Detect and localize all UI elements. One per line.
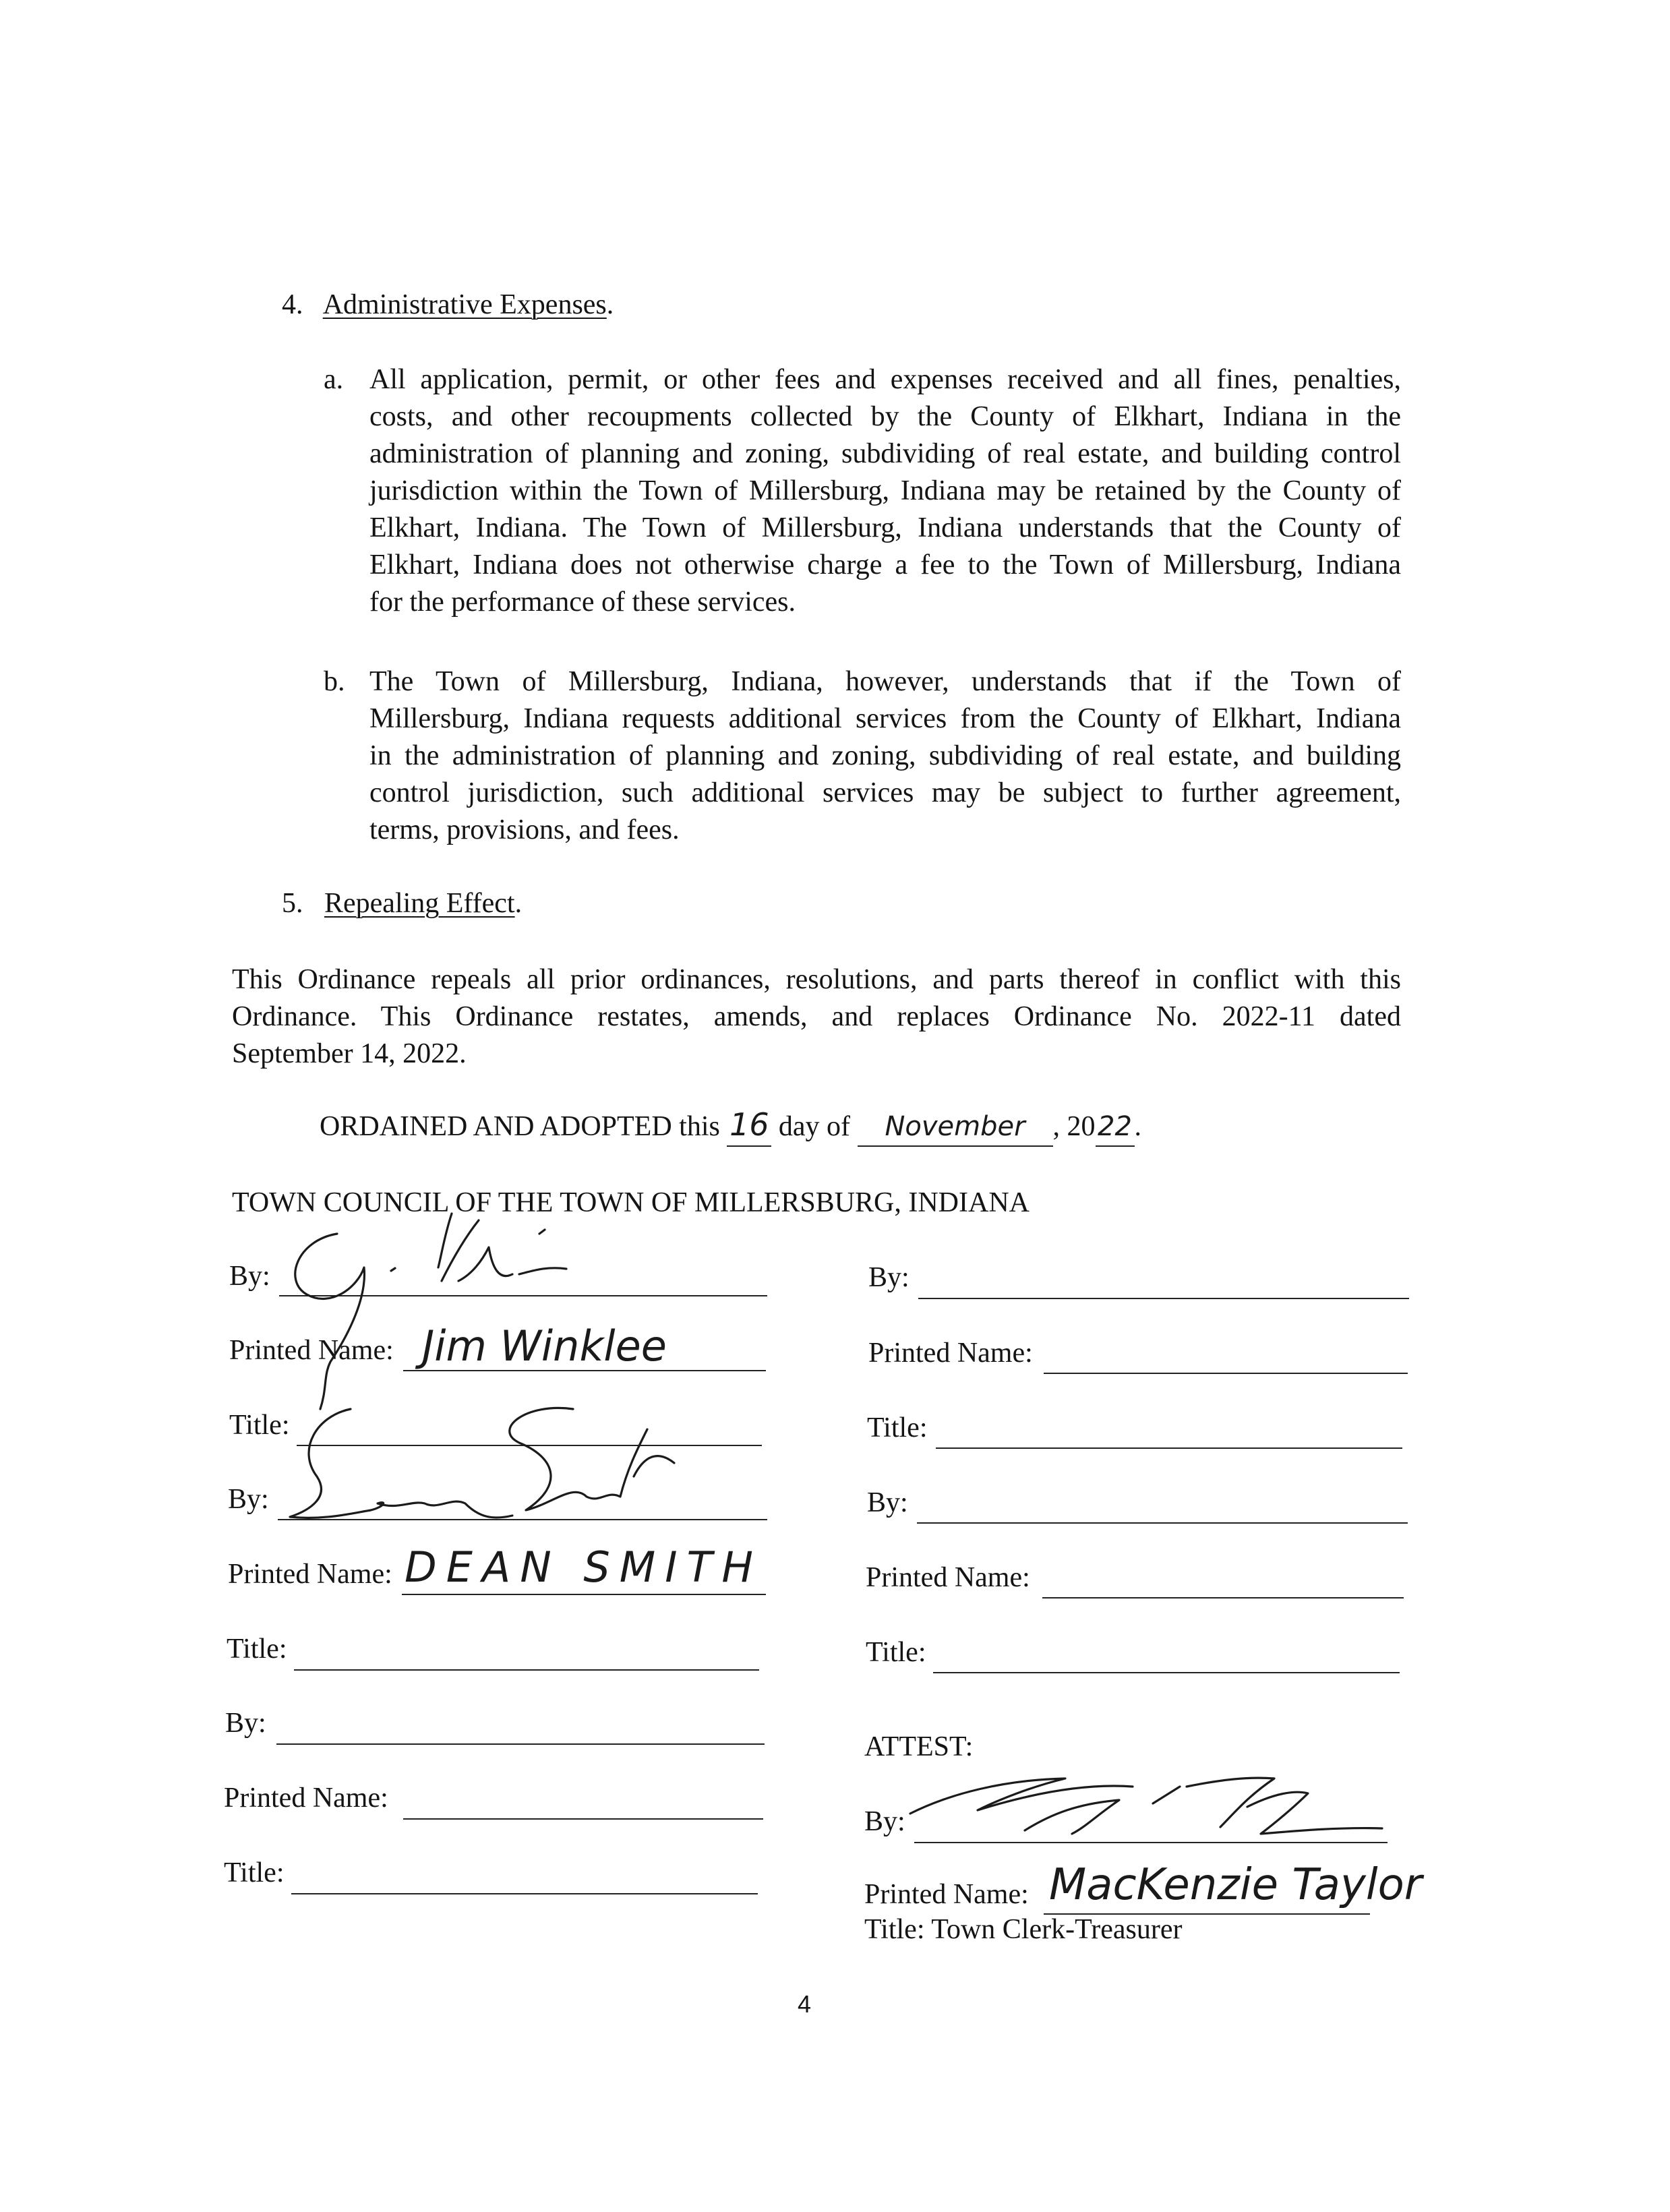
left1-printed-name-label: Printed Name: — [229, 1335, 394, 1366]
adoption-prefix: ORDAINED AND ADOPTED this — [320, 1111, 720, 1142]
section-5-line: This Ordinance repeals all prior ordinances, resolutions, and parts thereof in conflict with this — [232, 964, 1401, 995]
item-a-line: jurisdiction within the Town of Millersburg, Indiana may be retained by the County of — [369, 475, 1401, 506]
section-5-title: Repealing Effect — [324, 888, 515, 919]
council-header: TOWN COUNCIL OF THE TOWN OF MILLERSBURG, INDIANA — [232, 1187, 1030, 1218]
item-a-paragraph — [369, 361, 1401, 621]
right1-title-label: Title: — [867, 1412, 928, 1443]
item-b-marker: b. — [324, 666, 345, 697]
adoption-day-handwritten: 16 — [729, 1106, 769, 1143]
right1-by-label: By: — [868, 1262, 909, 1293]
left2-title-line — [294, 1669, 759, 1671]
left1-title-label: Title: — [229, 1410, 290, 1441]
item-b-line: terms, provisions, and fees. — [369, 814, 680, 845]
item-b-line: control jurisdiction, such additional services may be subject to further agreement, — [369, 777, 1401, 808]
signature-attest — [897, 1766, 1409, 1854]
signature-dean-smith — [270, 1402, 701, 1544]
section-5-line: Ordinance. This Ordinance restates, amends, and replaces Ordinance No. 2022-11 dated — [232, 1001, 1401, 1032]
section-5-line: September 14, 2022. — [232, 1038, 467, 1069]
item-b-line: The Town of Millersburg, Indiana, however, understands that if the Town of — [369, 666, 1401, 697]
left2-title-label: Title: — [227, 1634, 287, 1665]
signature-jim-winklee — [256, 1207, 634, 1423]
right1-printed-name-line — [1044, 1373, 1408, 1374]
item-b-line: in the administration of planning and zoning, subdividing of real estate, and building — [369, 740, 1401, 771]
right2-title-line — [933, 1672, 1400, 1673]
left3-printed-name-line — [403, 1818, 763, 1820]
right2-printed-name-line — [1042, 1597, 1404, 1598]
section-5-paragraph — [232, 961, 1401, 1073]
left3-title-line — [291, 1893, 758, 1894]
attest-title: Title: Town Clerk-Treasurer — [864, 1914, 1183, 1945]
right1-title-line — [936, 1447, 1402, 1449]
adoption-year-handwritten: 22 — [1098, 1111, 1132, 1142]
section-4-title: Administrative Expenses — [322, 289, 607, 320]
left2-printed-name-handwritten: DEAN SMITH — [405, 1543, 763, 1592]
section-4-heading — [282, 287, 614, 324]
left1-by-label: By: — [229, 1261, 270, 1292]
adoption-middle: day of — [778, 1111, 850, 1142]
item-a-line: Elkhart, Indiana. The Town of Millersburg, Indiana understands that the County of — [369, 512, 1401, 543]
attest-printed-name-handwritten: MacKenzie Taylor — [1049, 1860, 1423, 1910]
left3-by-line — [276, 1743, 765, 1745]
adoption-month-handwritten: November — [885, 1111, 1025, 1142]
page-number: 4 — [798, 1990, 812, 2018]
adoption-period: . — [1134, 1111, 1141, 1142]
attest-label: ATTEST: — [864, 1731, 974, 1762]
adoption-line — [320, 1106, 1141, 1147]
item-a-line: Elkhart, Indiana does not otherwise charge a fee to the Town of Millersburg, Indiana — [369, 549, 1401, 580]
section-5-number: 5. — [282, 888, 303, 919]
right2-by-line — [917, 1522, 1408, 1524]
item-a-line: administration of planning and zoning, subdividing of real estate, and building control — [369, 438, 1401, 469]
item-a-line: All application, permit, or other fees and expenses received and all fines, penalties, — [369, 364, 1401, 395]
left3-by-label: By: — [225, 1708, 266, 1739]
item-a-line: costs, and other recoupments collected by the County of Elkhart, Indiana in the — [369, 401, 1401, 432]
section-4-number: 4. — [282, 289, 303, 320]
item-b-line: Millersburg, Indiana requests additional services from the County of Elkhart, Indiana — [369, 703, 1401, 734]
left2-by-label: By: — [228, 1484, 269, 1515]
right2-by-label: By: — [867, 1487, 908, 1518]
left3-printed-name-label: Printed Name: — [224, 1783, 388, 1814]
left1-printed-name-handwritten: Jim Winklee — [422, 1321, 667, 1371]
right2-printed-name-label: Printed Name: — [866, 1562, 1030, 1593]
attest-printed-name-label: Printed Name: — [864, 1879, 1029, 1910]
right1-by-line — [918, 1298, 1409, 1299]
item-b-paragraph — [369, 663, 1401, 849]
section-5-heading — [282, 885, 522, 922]
item-a-marker: a. — [324, 364, 344, 395]
left2-printed-name-line — [402, 1594, 766, 1595]
adoption-year-prefix: , 20 — [1052, 1111, 1096, 1142]
section-5-title-period: . — [514, 888, 523, 919]
right1-printed-name-label: Printed Name: — [868, 1338, 1033, 1369]
left2-printed-name-label: Printed Name: — [228, 1559, 392, 1590]
attest-by-label: By: — [864, 1806, 905, 1837]
item-a-line: for the performance of these services. — [369, 587, 796, 618]
right2-title-label: Title: — [866, 1637, 926, 1668]
section-4-title-period: . — [606, 289, 614, 320]
left3-title-label: Title: — [224, 1857, 285, 1888]
